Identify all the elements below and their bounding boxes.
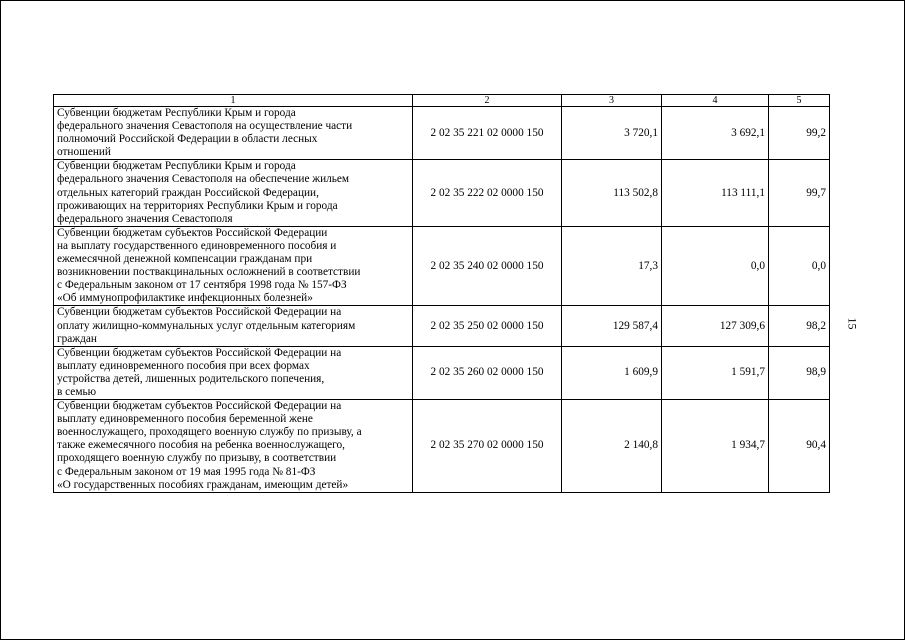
row-value-4: 3 692,1 xyxy=(662,107,769,160)
column-header-1: 1 xyxy=(54,95,413,107)
column-header-2: 2 xyxy=(413,95,562,107)
row-code: 2 02 35 260 02 0000 150 xyxy=(413,346,562,399)
row-value-4: 113 111,1 xyxy=(662,160,769,226)
column-header-4: 4 xyxy=(662,95,769,107)
row-name: Субвенции бюджетам Республики Крым и города федерального значения Севастополя на обеспечение жильем отдельных категорий граждан Российской Федерации, проживающих на территориях Республики Крым и города федерального значения Севастополя xyxy=(54,160,413,226)
row-name: Субвенции бюджетам субъектов Российской Федерации на выплату единовременного пособия при всех формах устройства детей, лишенных родительского попечения, в семью xyxy=(54,346,413,399)
row-value-3: 3 720,1 xyxy=(562,107,662,160)
table-row xyxy=(54,226,830,306)
table-row xyxy=(54,306,830,346)
row-value-5: 98,2 xyxy=(769,306,830,346)
row-value-5: 0,0 xyxy=(769,226,830,306)
row-value-4: 0,0 xyxy=(662,226,769,306)
row-name: Субвенции бюджетам субъектов Российской Федерации на выплату единовременного пособия беременной жене военнослужащего, проходящего военную службу по призыву, а также ежемесячного пособия на ребенка военнослужащего, проходящего военную службу по призыву, в соответствии с Федеральным законом от 19 мая 1995 года № 81-ФЗ «О государственных пособиях гражданам, имеющим детей» xyxy=(54,400,413,493)
row-value-4: 1 591,7 xyxy=(662,346,769,399)
row-code: 2 02 35 270 02 0000 150 xyxy=(413,400,562,493)
row-value-5: 99,7 xyxy=(769,160,830,226)
row-value-3: 129 587,4 xyxy=(562,306,662,346)
row-value-4: 127 309,6 xyxy=(662,306,769,346)
row-value-4: 1 934,7 xyxy=(662,400,769,493)
budget-table xyxy=(53,94,830,493)
table-row xyxy=(54,400,830,493)
column-header-5: 5 xyxy=(769,95,830,107)
row-code: 2 02 35 221 02 0000 150 xyxy=(413,107,562,160)
row-code: 2 02 35 240 02 0000 150 xyxy=(413,226,562,306)
table-row xyxy=(54,346,830,399)
table-row xyxy=(54,160,830,226)
row-value-3: 2 140,8 xyxy=(562,400,662,493)
row-name: Субвенции бюджетам Республики Крым и города федерального значения Севастополя на осуществление части полномочий Российской Федерации в области лесных отношений xyxy=(54,107,413,160)
row-value-3: 113 502,8 xyxy=(562,160,662,226)
page-number: 15 xyxy=(845,317,860,330)
row-value-5: 90,4 xyxy=(769,400,830,493)
row-name: Субвенции бюджетам субъектов Российской Федерации на оплату жилищно-коммунальных услуг отдельным категориям граждан xyxy=(54,306,413,346)
header-row xyxy=(54,95,830,107)
column-header-3: 3 xyxy=(562,95,662,107)
row-value-5: 98,9 xyxy=(769,346,830,399)
row-code: 2 02 35 222 02 0000 150 xyxy=(413,160,562,226)
row-value-5: 99,2 xyxy=(769,107,830,160)
row-code: 2 02 35 250 02 0000 150 xyxy=(413,306,562,346)
row-value-3: 1 609,9 xyxy=(562,346,662,399)
row-value-3: 17,3 xyxy=(562,226,662,306)
row-name: Субвенции бюджетам субъектов Российской Федерации на выплату государственного единовременного пособия и ежемесячной денежной компенсации гражданам при возникновении поствакцинальных осложнений в соответствии с Федеральным законом от 17 сентября 1998 года № 157-ФЗ «Об иммунопрофилактике инфекционных болезней» xyxy=(54,226,413,306)
table-row xyxy=(54,107,830,160)
